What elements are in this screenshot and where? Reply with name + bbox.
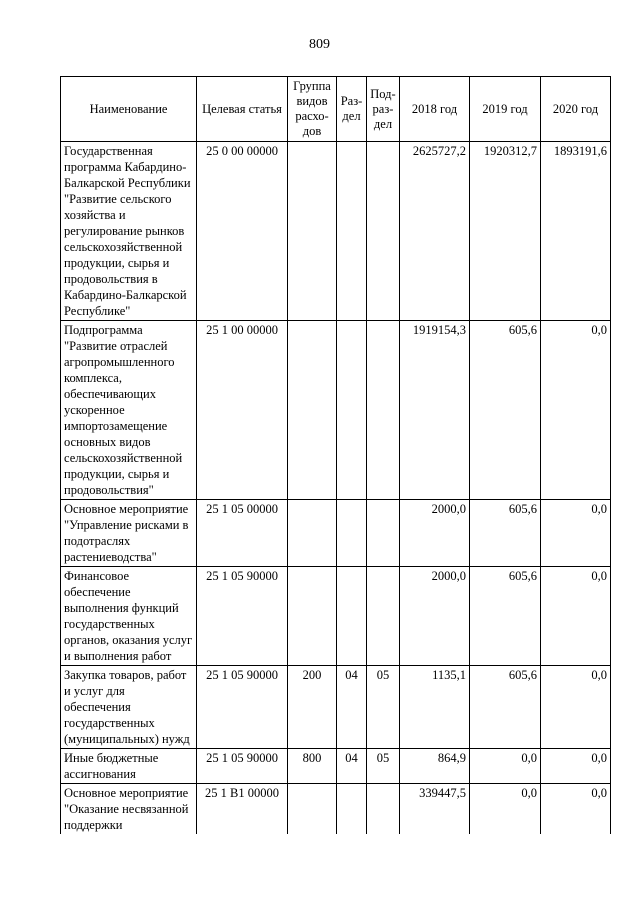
header-row bbox=[61, 77, 611, 142]
cell-2019: 605,6 bbox=[470, 567, 541, 666]
cell-group bbox=[288, 784, 337, 835]
cell-2019: 605,6 bbox=[470, 321, 541, 500]
cell-subsection bbox=[367, 567, 400, 666]
table-row bbox=[61, 142, 611, 321]
cell-subsection bbox=[367, 500, 400, 567]
cell-group bbox=[288, 567, 337, 666]
header-subsection: Под-раз-дел bbox=[367, 77, 400, 142]
cell-2018: 2625727,2 bbox=[400, 142, 470, 321]
cell-name: Иные бюджетные ассигнования bbox=[61, 749, 197, 784]
header-name: Наименование bbox=[61, 77, 197, 142]
table-row bbox=[61, 784, 611, 835]
cell-code: 25 1 05 90000 bbox=[197, 567, 288, 666]
cell-subsection: 05 bbox=[367, 666, 400, 749]
cell-code: 25 0 00 00000 bbox=[197, 142, 288, 321]
cell-subsection: 05 bbox=[367, 749, 400, 784]
header-2019: 2019 год bbox=[470, 77, 541, 142]
table-row bbox=[61, 321, 611, 500]
cell-2019: 605,6 bbox=[470, 500, 541, 567]
table-row bbox=[61, 749, 611, 784]
cell-2018: 339447,5 bbox=[400, 784, 470, 835]
cell-code: 25 1 В1 00000 bbox=[197, 784, 288, 835]
cell-2018: 1919154,3 bbox=[400, 321, 470, 500]
cell-2019: 0,0 bbox=[470, 749, 541, 784]
cell-2020: 0,0 bbox=[541, 784, 611, 835]
cell-2018: 1135,1 bbox=[400, 666, 470, 749]
cell-name: Государственная программа Кабардино-Балкарской Республики "Развитие сельского хозяйства и регулирование рынков сельскохозяйственной продукции, сырья и продовольствия в Кабардино-Балкарской Республике" bbox=[61, 142, 197, 321]
cell-section bbox=[337, 142, 367, 321]
table-row bbox=[61, 567, 611, 666]
cell-group bbox=[288, 500, 337, 567]
cell-2019: 1920312,7 bbox=[470, 142, 541, 321]
cell-section bbox=[337, 784, 367, 835]
header-group: Группа видов расхо-дов bbox=[288, 77, 337, 142]
cell-code: 25 1 05 00000 bbox=[197, 500, 288, 567]
table-row bbox=[61, 666, 611, 749]
cell-subsection bbox=[367, 142, 400, 321]
cell-2018: 864,9 bbox=[400, 749, 470, 784]
cell-section bbox=[337, 567, 367, 666]
cell-2020: 0,0 bbox=[541, 749, 611, 784]
cell-subsection bbox=[367, 321, 400, 500]
cell-2019: 0,0 bbox=[470, 784, 541, 835]
cell-section: 04 bbox=[337, 749, 367, 784]
cell-name: Финансовое обеспечение выполнения функций государственных органов, оказания услуг и выполнения работ bbox=[61, 567, 197, 666]
table-row bbox=[61, 500, 611, 567]
cell-2020: 0,0 bbox=[541, 321, 611, 500]
cell-group bbox=[288, 142, 337, 321]
header-target: Целевая статья bbox=[197, 77, 288, 142]
cell-section bbox=[337, 321, 367, 500]
cell-group: 800 bbox=[288, 749, 337, 784]
cell-2018: 2000,0 bbox=[400, 567, 470, 666]
cell-2020: 0,0 bbox=[541, 500, 611, 567]
cell-name: Подпрограмма "Развитие отраслей агропромышленного комплекса, обеспечивающих ускоренное импортозамещение основных видов сельскохозяйственной продукции, сырья и продовольствия" bbox=[61, 321, 197, 500]
budget-table bbox=[60, 76, 611, 834]
cell-name: Основное мероприятие "Управление рисками в подотраслях растениеводства" bbox=[61, 500, 197, 567]
cell-subsection bbox=[367, 784, 400, 835]
cell-code: 25 1 00 00000 bbox=[197, 321, 288, 500]
cell-2020: 1893191,6 bbox=[541, 142, 611, 321]
header-section: Раз-дел bbox=[337, 77, 367, 142]
cell-2018: 2000,0 bbox=[400, 500, 470, 567]
header-2018: 2018 год bbox=[400, 77, 470, 142]
cell-section: 04 bbox=[337, 666, 367, 749]
page-number: 809 bbox=[309, 37, 330, 52]
cell-name: Закупка товаров, работ и услуг для обеспечения государственных (муниципальных) нужд bbox=[61, 666, 197, 749]
cell-section bbox=[337, 500, 367, 567]
cell-2020: 0,0 bbox=[541, 567, 611, 666]
cell-code: 25 1 05 90000 bbox=[197, 749, 288, 784]
cell-name: Основное мероприятие "Оказание несвязанной поддержки bbox=[61, 784, 197, 835]
cell-group: 200 bbox=[288, 666, 337, 749]
cell-2019: 605,6 bbox=[470, 666, 541, 749]
cell-2020: 0,0 bbox=[541, 666, 611, 749]
header-2020: 2020 год bbox=[541, 77, 611, 142]
cell-code: 25 1 05 90000 bbox=[197, 666, 288, 749]
cell-group bbox=[288, 321, 337, 500]
